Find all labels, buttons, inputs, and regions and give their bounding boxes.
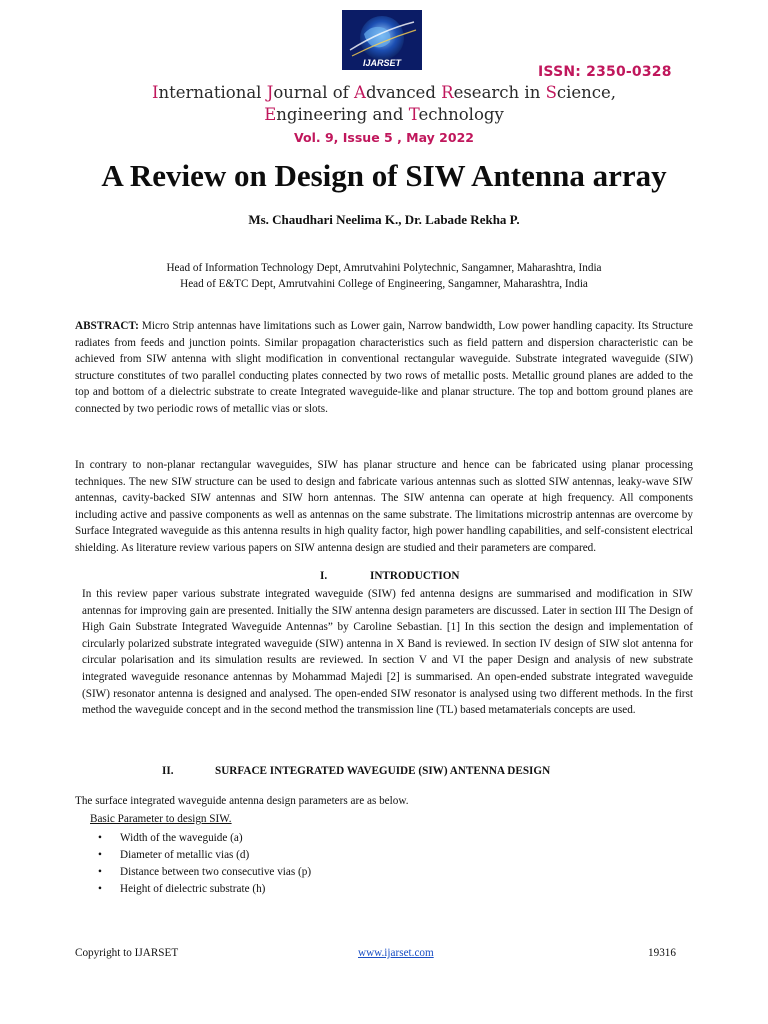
affiliation-1: Head of Information Technology Dept, Amrutvahini Polytechnic, Sangamner, Maharashtra, India [166, 262, 602, 274]
bullet-icon: • [98, 832, 102, 844]
volume-issue: Vol. 9, Issue 5 , May 2022 [294, 130, 474, 145]
journal-title-line-1 [0, 82, 768, 104]
abstract-text: Micro Strip antennas have limitations such as Lower gain, Narrow bandwidth, Low power handling capacity. Its Structure radiates from feeds and junction points. Similar propagation characteristics such as field pattern and dispersion characteristic can be achieved from SIW antenna with slight modification in conventional rectangular waveguide. Substrate integrated waveguide (SIW) structure constitutes of two parallel conducting plates connected by two rows of metallic posts. Metallic ground planes are added to the top and bottom of a dielectric substrate to create Integrated waveguide-like and planar structure. The top and bottom ground planes are connected by two periodic rows of metallic vias or slots. [75, 320, 693, 415]
affiliations [0, 260, 768, 292]
journal-initial: R [441, 83, 454, 102]
footer-page-number: 19316 [648, 947, 676, 959]
journal-initial: A [354, 83, 366, 102]
journal-initial: J [266, 83, 274, 102]
footer-copyright: Copyright to IJARSET [75, 947, 179, 959]
bullet-icon: • [98, 883, 102, 895]
journal-initial: T [408, 105, 419, 124]
bullet-icon: • [98, 866, 102, 878]
journal-word: esearch in [453, 83, 546, 102]
section-1-title: INTRODUCTION [370, 570, 460, 582]
journal-initial: S [545, 83, 557, 102]
journal-initial: E [264, 105, 277, 124]
params-list [98, 830, 311, 898]
affiliation-2: Head of E&TC Dept, Amrutvahini College of Engineering, Sangamner, Maharashtra, India [180, 278, 588, 290]
paper-title: A Review on Design of SIW Antenna array [101, 158, 667, 193]
journal-word: ngineering and [276, 105, 409, 124]
abstract-label: ABSTRACT: [75, 320, 139, 332]
list-item: • Distance between two consecutive vias (p) [98, 864, 311, 881]
introduction-text: In this review paper various substrate integrated waveguide (SIW) fed antenna designs are summarised and modification in SIW antennas for improving gain are presented. Initially the SIW antenna design parameters are discussed. Later in section III The Design of High Gain Substrate Integrated Waveguide Antennas” by Caroline Sebastian. [1] In this section the design and implementation of circularly polarized substrate integrated waveguide (SIW) antenna in X Band is reviewed. In section IV design of SIW slot antenna for circular polarisation and its simulation results are reviewed. In section V and VI the paper Design and analysis of new substrate integrated waveguide resonance antennas by Mohammad Majedi [2] is summarised. An open-ended substrate integrated waveguide (SIW) resonator antenna is designed and analysed. The open-ended SIW resonator is analysed using two different methods. In the first method the waveguide concept and in the second method the transmission line (TL) based metamaterials concepts are used. [82, 588, 693, 717]
journal-title-line-2 [0, 104, 768, 126]
journal-word: cience, [556, 83, 617, 102]
abstract [75, 318, 693, 418]
list-item: • Width of the waveguide (a) [98, 830, 311, 847]
journal-word: nternational [158, 83, 267, 102]
authors: Ms. Chaudhari Neelima K., Dr. Labade Rekha P. [248, 212, 520, 227]
section-2-title: SURFACE INTEGRATED WAVEGUIDE (SIW) ANTENNA DESIGN [215, 765, 551, 777]
journal-word: ournal of [273, 83, 355, 102]
svg-text:IJARSET: IJARSET [362, 58, 402, 68]
basic-params-heading: Basic Parameter to design SIW. [90, 813, 232, 825]
section-2-number: II. [162, 765, 174, 777]
section-2-intro: The surface integrated waveguide antenna design parameters are as below. [75, 795, 409, 807]
footer-website-link[interactable]: www.ijarset.com [358, 947, 434, 959]
journal-word: echnology [418, 105, 504, 124]
abstract-paragraph-2: In contrary to non-planar rectangular waveguides, SIW has planar structure and hence can be fabricated using planar processing techniques. The new SIW structure can be used to design and fabricate various antennas such as slotted SIW antennas, leaky-wave SIW antennas, cavity-backed SIW antennas and SIW horn antennas. The SIW antenna can operate at high frequency. All components including active and passive components as well as antennas on the same substrate. The limitations microstrip antennas are overcome by Surface Integrated waveguide as this antenna results in high quality factor, high power handling capabilities, and self-consistent electrical shielding. As literature review various papers on SIW antenna design are studied and their parameters are compared. [75, 459, 693, 554]
list-item: • Height of dielectric substrate (h) [98, 881, 311, 898]
journal-logo [342, 10, 422, 70]
issn-label: ISSN: 2350-0328 [538, 64, 672, 80]
bullet-icon: • [98, 849, 102, 861]
journal-title [0, 82, 768, 126]
journal-word: dvanced [365, 83, 442, 102]
journal-initial: I [151, 83, 159, 102]
section-1-number: I. [320, 570, 328, 582]
list-item: • Diameter of metallic vias (d) [98, 847, 311, 864]
